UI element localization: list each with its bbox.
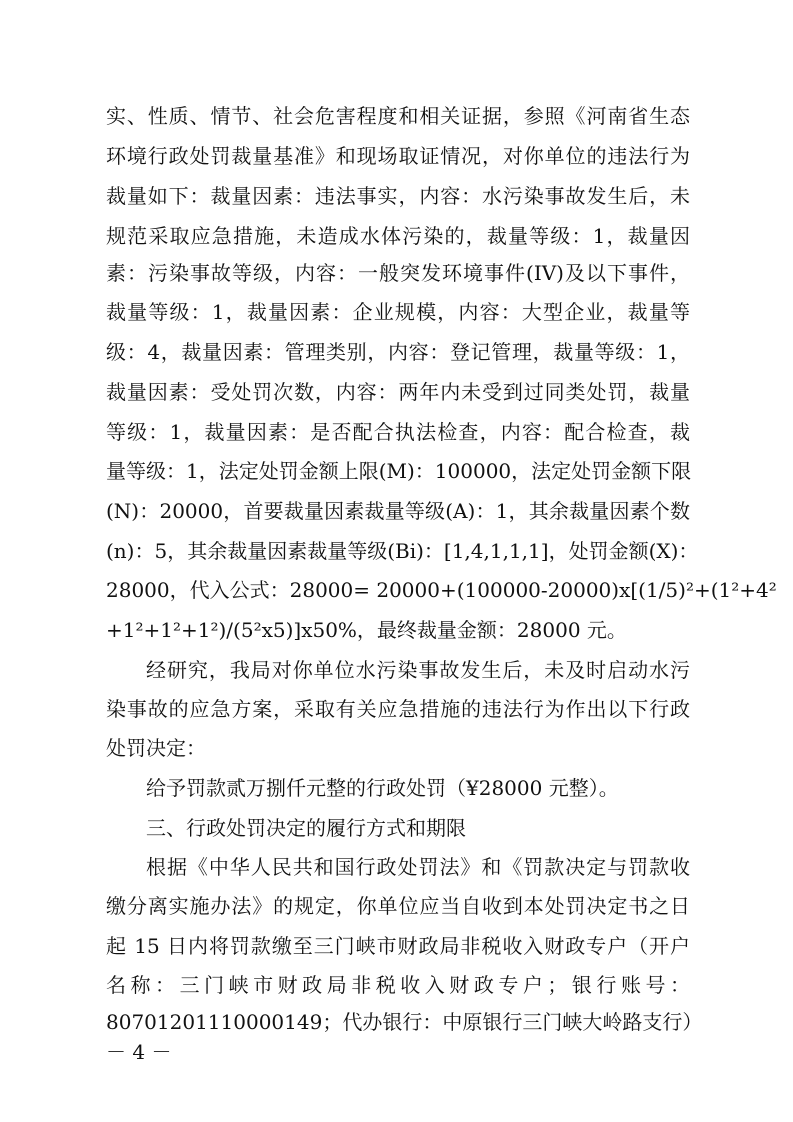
paragraph-line: 等级：1，裁量因素：是否配合执法检查，内容：配合检查，裁 <box>106 420 690 444</box>
paragraph-line: 缴分离实施办法》的规定，你单位应当自收到本处罚决定书之日 <box>106 894 690 918</box>
paragraph-line: 名称：三门峡市财政局非税收入财政专户；银行账号： <box>106 973 690 997</box>
paragraph-line: 裁量如下：裁量因素：违法事实，内容：水污染事故发生后，未 <box>106 184 690 208</box>
paragraph-line: 染事故的应急方案，采取有关应急措施的违法行为作出以下行政 <box>106 697 690 721</box>
section-heading: 三、行政处罚决定的履行方式和期限 <box>146 816 466 840</box>
paragraph-line: 规范采取应急措施，未造成水体污染的，裁量等级：1，裁量因 <box>106 224 690 248</box>
paragraph-line: 28000，代入公式：28000= 20000+(100000-20000)x[(1/5)²+(1²+4² <box>106 578 777 602</box>
paragraph-line: 素：污染事故等级，内容：一般突发环境事件(IV)及以下事件， <box>106 261 690 285</box>
paragraph-line: 裁量等级：1，裁量因素：企业规模，内容：大型企业，裁量等 <box>106 300 690 324</box>
paragraph-line: 级：4，裁量因素：管理类别，内容：登记管理，裁量等级：1， <box>106 340 690 364</box>
paragraph-line: 经研究，我局对你单位水污染事故发生后，未及时启动水污 <box>146 658 690 682</box>
paragraph-line: (N)：20000，首要裁量因素裁量等级(A)：1，其余裁量因素个数 <box>106 499 690 523</box>
paragraph-line: +1²+1²+1²)/(5²x5)]x50%，最终裁量金额：28000 元。 <box>106 618 627 642</box>
paragraph-line: 量等级：1，法定处罚金额上限(M)：100000，法定处罚金额下限 <box>106 459 692 483</box>
paragraph-line: (n)：5，其余裁量因素裁量等级(Bi)：[1,4,1,1,1]，处罚金额(X)： <box>106 539 699 563</box>
paragraph-line: 给予罚款贰万捌仟元整的行政处罚（¥28000 元整）。 <box>146 776 619 800</box>
paragraph-line: 实、性质、情节、社会危害程度和相关证据，参照《河南省生态 <box>106 104 690 128</box>
paragraph-line: 根据《中华人民共和国行政处罚法》和《罚款决定与罚款收 <box>146 855 690 879</box>
paragraph-line: 80701201110000149；代办银行：中原银行三门峡大岭路支行） <box>106 1010 703 1034</box>
paragraph-line: 处罚决定： <box>106 736 206 760</box>
paragraph-line: 环境行政处罚裁量基准》和现场取证情况，对你单位的违法行为 <box>106 144 690 168</box>
paragraph-line: 起 15 日内将罚款缴至三门峡市财政局非税收入财政专户（开户 <box>106 934 690 958</box>
page-number: － 4 － <box>106 1040 172 1064</box>
paragraph-line: 裁量因素：受处罚次数，内容：两年内未受到过同类处罚，裁量 <box>106 380 690 404</box>
